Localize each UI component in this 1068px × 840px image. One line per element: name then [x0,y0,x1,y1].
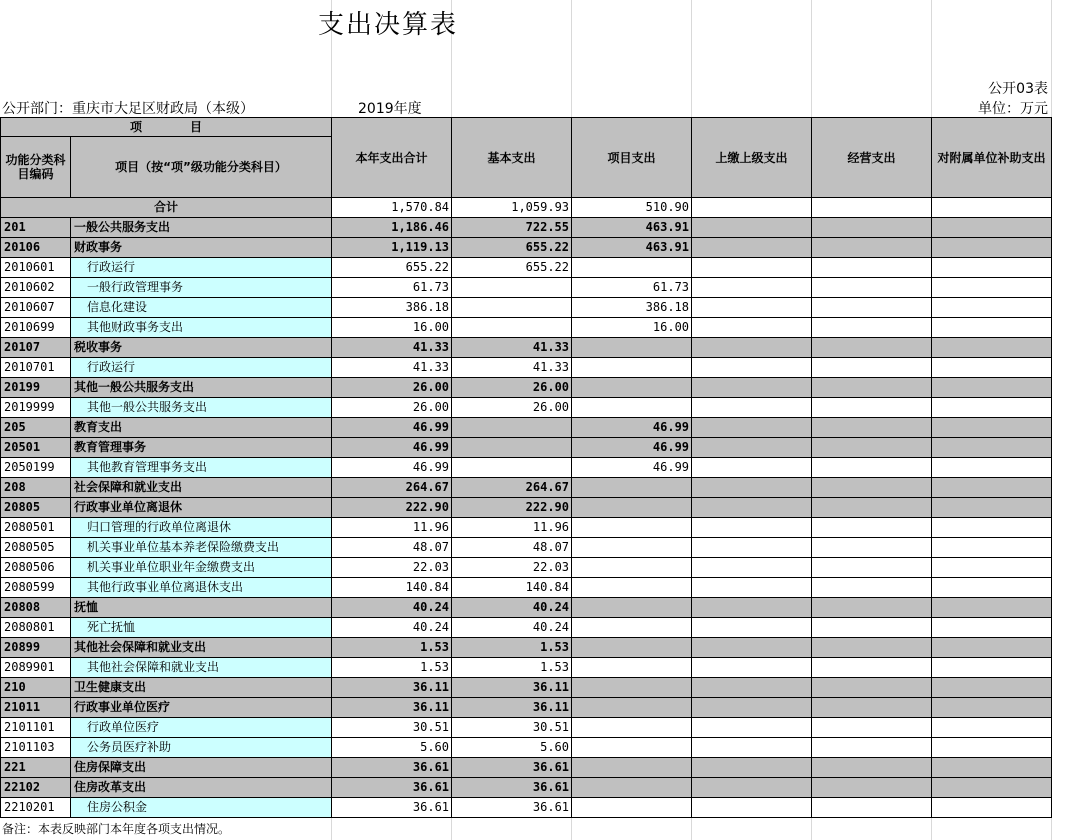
row-value-cell[interactable] [812,578,932,598]
row-value-cell[interactable] [692,558,812,578]
row-value-cell[interactable] [692,418,812,438]
row-value-cell[interactable] [572,698,692,718]
table-row [1,438,1052,458]
row-value-cell[interactable]: 30.51 [332,718,452,738]
row-value-cell[interactable] [572,658,692,678]
row-value-cell[interactable] [812,438,932,458]
row-value-cell[interactable] [692,738,812,758]
row-value-cell[interactable] [932,538,1052,558]
footnote: 备注：本表反映部门本年度各项支出情况。 [2,822,231,836]
row-value-cell[interactable]: 36.61 [452,778,572,798]
row-value-cell[interactable]: 40.24 [452,618,572,638]
row-value-cell[interactable]: 48.07 [452,538,572,558]
row-value-cell[interactable] [692,258,812,278]
row-value-cell[interactable] [692,698,812,718]
row-value-cell[interactable] [932,518,1052,538]
table-row [1,758,1052,778]
row-value-cell[interactable]: 140.84 [452,578,572,598]
row-name-cell[interactable]: 机关事业单位基本养老保险缴费支出 [71,538,332,558]
row-name-cell[interactable]: 其他一般公共服务支出 [71,378,332,398]
row-value-cell[interactable] [692,778,812,798]
row-value-cell[interactable] [692,458,812,478]
row-value-cell[interactable] [932,618,1052,638]
row-value-cell[interactable]: 46.99 [332,458,452,478]
row-code-cell[interactable]: 2019999 [1,398,71,418]
header-col-project[interactable]: 项目支出 [572,118,692,198]
row-code-cell[interactable]: 20107 [1,338,71,358]
table-row [1,618,1052,638]
table-row [1,678,1052,698]
row-name-cell[interactable]: 住房公积金 [71,798,332,818]
table-row [1,458,1052,478]
row-value-cell[interactable] [932,378,1052,398]
row-value-cell[interactable] [572,378,692,398]
row-value-cell[interactable]: 41.33 [452,338,572,358]
row-code-cell[interactable]: 21011 [1,698,71,718]
row-value-cell[interactable] [812,598,932,618]
row-value-cell[interactable] [572,538,692,558]
year-label: 2019年度 [358,101,422,117]
row-value-cell[interactable] [932,438,1052,458]
row-value-cell[interactable] [692,678,812,698]
row-value-cell[interactable]: 40.24 [332,618,452,638]
row-value-cell[interactable] [452,418,572,438]
row-value-cell[interactable] [452,458,572,478]
row-value-cell[interactable] [572,598,692,618]
row-value-cell[interactable] [932,418,1052,438]
row-code-cell[interactable]: 20199 [1,378,71,398]
row-value-cell[interactable] [572,258,692,278]
table-row [1,658,1052,678]
row-value-cell[interactable] [692,598,812,618]
row-value-cell[interactable] [812,498,932,518]
row-name-cell[interactable]: 其他行政事业单位离退休支出 [71,578,332,598]
row-value-cell[interactable] [932,238,1052,258]
row-value-cell[interactable]: 22.03 [452,558,572,578]
row-value-cell[interactable] [692,478,812,498]
row-value-cell[interactable]: 61.73 [332,278,452,298]
row-name-cell[interactable]: 财政事务 [71,238,332,258]
row-value-cell[interactable]: 30.51 [452,718,572,738]
row-value-cell[interactable] [812,718,932,738]
row-value-cell[interactable] [572,638,692,658]
table-row [1,398,1052,418]
row-value-cell[interactable] [932,278,1052,298]
row-name-cell[interactable]: 住房保障支出 [71,758,332,778]
table-row [1,358,1052,378]
row-value-cell[interactable]: 26.00 [452,378,572,398]
row-value-cell[interactable] [812,778,932,798]
row-value-cell[interactable] [692,798,812,818]
row-value-cell[interactable] [812,238,932,258]
row-name-cell[interactable]: 死亡抚恤 [71,618,332,638]
row-name-cell[interactable]: 行政运行 [71,258,332,278]
row-value-cell[interactable] [932,318,1052,338]
table-row [1,378,1052,398]
table-row [1,418,1052,438]
row-value-cell[interactable] [692,658,812,678]
row-code-cell[interactable]: 205 [1,418,71,438]
row-value-cell[interactable] [812,338,932,358]
row-value-cell[interactable] [572,738,692,758]
row-value-cell[interactable]: 463.91 [572,238,692,258]
row-name-cell[interactable]: 其他教育管理事务支出 [71,458,332,478]
row-code-cell[interactable]: 2080505 [1,538,71,558]
row-name-cell[interactable]: 行政事业单位离退休 [71,498,332,518]
row-value-cell[interactable] [692,498,812,518]
row-value-cell[interactable]: 36.11 [452,698,572,718]
row-code-cell[interactable]: 2101101 [1,718,71,738]
row-value-cell[interactable]: 26.00 [452,398,572,418]
row-value-cell[interactable] [932,218,1052,238]
total-cell[interactable] [932,198,1052,218]
row-value-cell[interactable]: 36.11 [332,698,452,718]
row-name-cell[interactable]: 行政事业单位医疗 [71,698,332,718]
row-value-cell[interactable]: 11.96 [332,518,452,538]
total-cell[interactable] [812,198,932,218]
row-value-cell[interactable]: 36.11 [332,678,452,698]
table-row [1,578,1052,598]
total-cell[interactable]: 1,059.93 [452,198,572,218]
row-code-cell[interactable]: 210 [1,678,71,698]
row-value-cell[interactable] [452,318,572,338]
table-row [1,498,1052,518]
row-value-cell[interactable]: 46.99 [332,438,452,458]
row-value-cell[interactable] [692,318,812,338]
row-code-cell[interactable]: 20899 [1,638,71,658]
table-row [1,598,1052,618]
row-value-cell[interactable]: 36.11 [452,678,572,698]
row-value-cell[interactable]: 36.61 [452,758,572,778]
row-name-cell[interactable]: 教育支出 [71,418,332,438]
row-name-cell[interactable]: 其他一般公共服务支出 [71,398,332,418]
row-value-cell[interactable] [692,638,812,658]
row-value-cell[interactable] [932,478,1052,498]
row-code-cell[interactable]: 208 [1,478,71,498]
row-name-cell[interactable]: 公务员医疗补助 [71,738,332,758]
row-value-cell[interactable] [692,438,812,458]
header-item[interactable]: 项 目 [1,118,332,137]
row-name-cell[interactable]: 抚恤 [71,598,332,618]
row-value-cell[interactable]: 5.60 [452,738,572,758]
row-value-cell[interactable]: 722.55 [452,218,572,238]
row-value-cell[interactable] [932,398,1052,418]
table-row [1,278,1052,298]
row-value-cell[interactable] [812,518,932,538]
table-row [1,258,1052,278]
row-value-cell[interactable]: 386.18 [572,298,692,318]
row-value-cell[interactable] [812,478,932,498]
row-code-cell[interactable]: 20805 [1,498,71,518]
row-value-cell[interactable]: 36.61 [332,798,452,818]
row-value-cell[interactable] [932,658,1052,678]
row-value-cell[interactable] [572,478,692,498]
row-value-cell[interactable]: 46.99 [572,438,692,458]
row-value-cell[interactable] [692,398,812,418]
row-value-cell[interactable] [692,358,812,378]
table-row [1,298,1052,318]
row-value-cell[interactable] [812,298,932,318]
row-value-cell[interactable] [932,458,1052,478]
row-value-cell[interactable] [932,718,1052,738]
row-value-cell[interactable] [932,558,1052,578]
row-value-cell[interactable]: 26.00 [332,378,452,398]
row-value-cell[interactable] [812,658,932,678]
row-code-cell[interactable]: 22102 [1,778,71,798]
row-value-cell[interactable] [932,778,1052,798]
row-value-cell[interactable] [812,738,932,758]
table-row [1,698,1052,718]
row-value-cell[interactable] [932,698,1052,718]
row-code-cell[interactable]: 2080801 [1,618,71,638]
row-value-cell[interactable]: 26.00 [332,398,452,418]
row-value-cell[interactable] [692,538,812,558]
row-value-cell[interactable]: 1,119.13 [332,238,452,258]
row-value-cell[interactable]: 41.33 [332,338,452,358]
total-label[interactable]: 合计 [1,198,332,218]
row-value-cell[interactable] [932,798,1052,818]
row-value-cell[interactable]: 40.24 [332,598,452,618]
row-value-cell[interactable] [692,758,812,778]
row-value-cell[interactable] [572,718,692,738]
row-value-cell[interactable]: 140.84 [332,578,452,598]
row-value-cell[interactable] [932,638,1052,658]
row-value-cell[interactable]: 222.90 [452,498,572,518]
total-cell[interactable]: 510.90 [572,198,692,218]
row-value-cell[interactable] [932,338,1052,358]
row-value-cell[interactable] [932,258,1052,278]
row-name-cell[interactable]: 一般行政管理事务 [71,278,332,298]
row-value-cell[interactable]: 36.61 [452,798,572,818]
row-value-cell[interactable] [572,398,692,418]
row-value-cell[interactable]: 1.53 [452,658,572,678]
row-code-cell[interactable]: 2010601 [1,258,71,278]
row-name-cell[interactable]: 信息化建设 [71,298,332,318]
row-value-cell[interactable] [572,518,692,538]
header-code[interactable]: 功能分类科目编码 [1,137,71,198]
row-value-cell[interactable] [932,298,1052,318]
row-code-cell[interactable]: 2010602 [1,278,71,298]
row-value-cell[interactable] [452,298,572,318]
row-value-cell[interactable] [812,618,932,638]
row-name-cell[interactable]: 税收事务 [71,338,332,358]
row-value-cell[interactable] [812,758,932,778]
row-code-cell[interactable]: 2010701 [1,358,71,378]
row-value-cell[interactable]: 41.33 [452,358,572,378]
header-col-operating[interactable]: 经营支出 [812,118,932,198]
row-code-cell[interactable]: 2080599 [1,578,71,598]
row-value-cell[interactable] [572,578,692,598]
row-name-cell[interactable]: 其他社会保障和就业支出 [71,638,332,658]
row-code-cell[interactable]: 2080506 [1,558,71,578]
row-value-cell[interactable] [812,418,932,438]
row-value-cell[interactable] [692,338,812,358]
row-value-cell[interactable]: 655.22 [452,238,572,258]
row-value-cell[interactable] [692,618,812,638]
header-col-remit[interactable]: 上缴上级支出 [692,118,812,198]
row-value-cell[interactable]: 1.53 [332,658,452,678]
row-value-cell[interactable]: 1.53 [332,638,452,658]
row-value-cell[interactable]: 11.96 [452,518,572,538]
row-value-cell[interactable] [812,398,932,418]
table-row [1,778,1052,798]
table-row [1,558,1052,578]
table-row [1,338,1052,358]
row-value-cell[interactable]: 463.91 [572,218,692,238]
row-value-cell[interactable]: 36.61 [332,758,452,778]
row-value-cell[interactable]: 386.18 [332,298,452,318]
row-value-cell[interactable]: 46.99 [572,458,692,478]
row-value-cell[interactable] [572,678,692,698]
table-row [1,638,1052,658]
row-code-cell[interactable]: 20501 [1,438,71,458]
total-cell[interactable] [692,198,812,218]
row-name-cell[interactable]: 卫生健康支出 [71,678,332,698]
row-value-cell[interactable]: 655.22 [332,258,452,278]
row-name-cell[interactable]: 行政运行 [71,358,332,378]
row-value-cell[interactable] [692,578,812,598]
row-value-cell[interactable] [812,258,932,278]
row-value-cell[interactable] [692,718,812,738]
row-value-cell[interactable]: 61.73 [572,278,692,298]
row-value-cell[interactable] [452,278,572,298]
row-name-cell[interactable]: 住房改革支出 [71,778,332,798]
row-name-cell[interactable]: 其他财政事务支出 [71,318,332,338]
row-name-cell[interactable]: 一般公共服务支出 [71,218,332,238]
row-value-cell[interactable]: 1.53 [452,638,572,658]
row-value-cell[interactable]: 36.61 [332,778,452,798]
department-label: 公开部门：重庆市大足区财政局（本级） [2,101,254,117]
row-value-cell[interactable] [572,618,692,638]
row-value-cell[interactable] [572,558,692,578]
row-value-cell[interactable] [812,558,932,578]
row-name-cell[interactable]: 归口管理的行政单位离退休 [71,518,332,538]
row-value-cell[interactable]: 16.00 [572,318,692,338]
row-code-cell[interactable]: 2080501 [1,518,71,538]
row-value-cell[interactable]: 264.67 [332,478,452,498]
row-value-cell[interactable]: 5.60 [332,738,452,758]
row-value-cell[interactable] [692,218,812,238]
row-name-cell[interactable]: 机关事业单位职业年金缴费支出 [71,558,332,578]
row-value-cell[interactable] [452,438,572,458]
row-value-cell[interactable] [932,578,1052,598]
row-value-cell[interactable] [692,518,812,538]
row-value-cell[interactable] [812,678,932,698]
row-value-cell[interactable] [692,298,812,318]
row-value-cell[interactable] [692,278,812,298]
row-code-cell[interactable]: 2089901 [1,658,71,678]
row-value-cell[interactable] [932,738,1052,758]
row-name-cell[interactable]: 其他社会保障和就业支出 [71,658,332,678]
table-row [1,518,1052,538]
row-value-cell[interactable]: 41.33 [332,358,452,378]
row-code-cell[interactable]: 2101103 [1,738,71,758]
row-value-cell[interactable] [572,498,692,518]
table-row [1,538,1052,558]
row-code-cell[interactable]: 2210201 [1,798,71,818]
row-value-cell[interactable] [812,798,932,818]
row-value-cell[interactable] [812,698,932,718]
row-value-cell[interactable] [812,318,932,338]
row-name-cell[interactable]: 教育管理事务 [71,438,332,458]
row-value-cell[interactable]: 46.99 [572,418,692,438]
row-value-cell[interactable]: 1,186.46 [332,218,452,238]
row-value-cell[interactable] [692,238,812,258]
row-value-cell[interactable] [812,218,932,238]
page-title: 支出决算表 [318,10,459,40]
row-value-cell[interactable] [932,678,1052,698]
row-code-cell[interactable]: 2010607 [1,298,71,318]
row-value-cell[interactable] [572,798,692,818]
row-value-cell[interactable] [812,378,932,398]
row-value-cell[interactable] [572,778,692,798]
table-row [1,718,1052,738]
table-row [1,798,1052,818]
table-row [1,238,1052,258]
row-value-cell[interactable] [692,378,812,398]
row-value-cell[interactable]: 655.22 [452,258,572,278]
table-row [1,478,1052,498]
row-value-cell[interactable] [812,538,932,558]
row-code-cell[interactable]: 20106 [1,238,71,258]
row-value-cell[interactable] [932,498,1052,518]
table-row [1,318,1052,338]
row-value-cell[interactable]: 22.03 [332,558,452,578]
table-number: 公开03表 [988,81,1048,97]
row-value-cell[interactable]: 264.67 [452,478,572,498]
row-value-cell[interactable] [572,758,692,778]
header-col-total[interactable]: 本年支出合计 [332,118,452,198]
table-row [1,738,1052,758]
row-value-cell[interactable]: 46.99 [332,418,452,438]
row-value-cell[interactable]: 48.07 [332,538,452,558]
row-value-cell[interactable]: 16.00 [332,318,452,338]
row-code-cell[interactable]: 2010699 [1,318,71,338]
expenditure-table [0,117,1052,818]
header-name[interactable]: 项目（按“项”级功能分类科目） [71,137,332,198]
row-name-cell[interactable]: 社会保障和就业支出 [71,478,332,498]
row-code-cell[interactable]: 221 [1,758,71,778]
row-value-cell[interactable] [812,458,932,478]
row-value-cell[interactable] [932,598,1052,618]
row-value-cell[interactable] [932,358,1052,378]
row-code-cell[interactable]: 201 [1,218,71,238]
row-value-cell[interactable]: 222.90 [332,498,452,518]
total-cell[interactable]: 1,570.84 [332,198,452,218]
row-value-cell[interactable] [812,358,932,378]
row-value-cell[interactable] [932,758,1052,778]
unit-label: 单位：万元 [978,101,1048,117]
row-value-cell[interactable]: 40.24 [452,598,572,618]
row-value-cell[interactable] [812,278,932,298]
row-code-cell[interactable]: 20808 [1,598,71,618]
row-value-cell[interactable] [812,638,932,658]
row-value-cell[interactable] [572,358,692,378]
header-col-subsidy[interactable]: 对附属单位补助支出 [932,118,1052,198]
row-code-cell[interactable]: 2050199 [1,458,71,478]
table-row [1,218,1052,238]
header-col-basic[interactable]: 基本支出 [452,118,572,198]
row-name-cell[interactable]: 行政单位医疗 [71,718,332,738]
total-row [1,198,1052,218]
row-value-cell[interactable] [572,338,692,358]
